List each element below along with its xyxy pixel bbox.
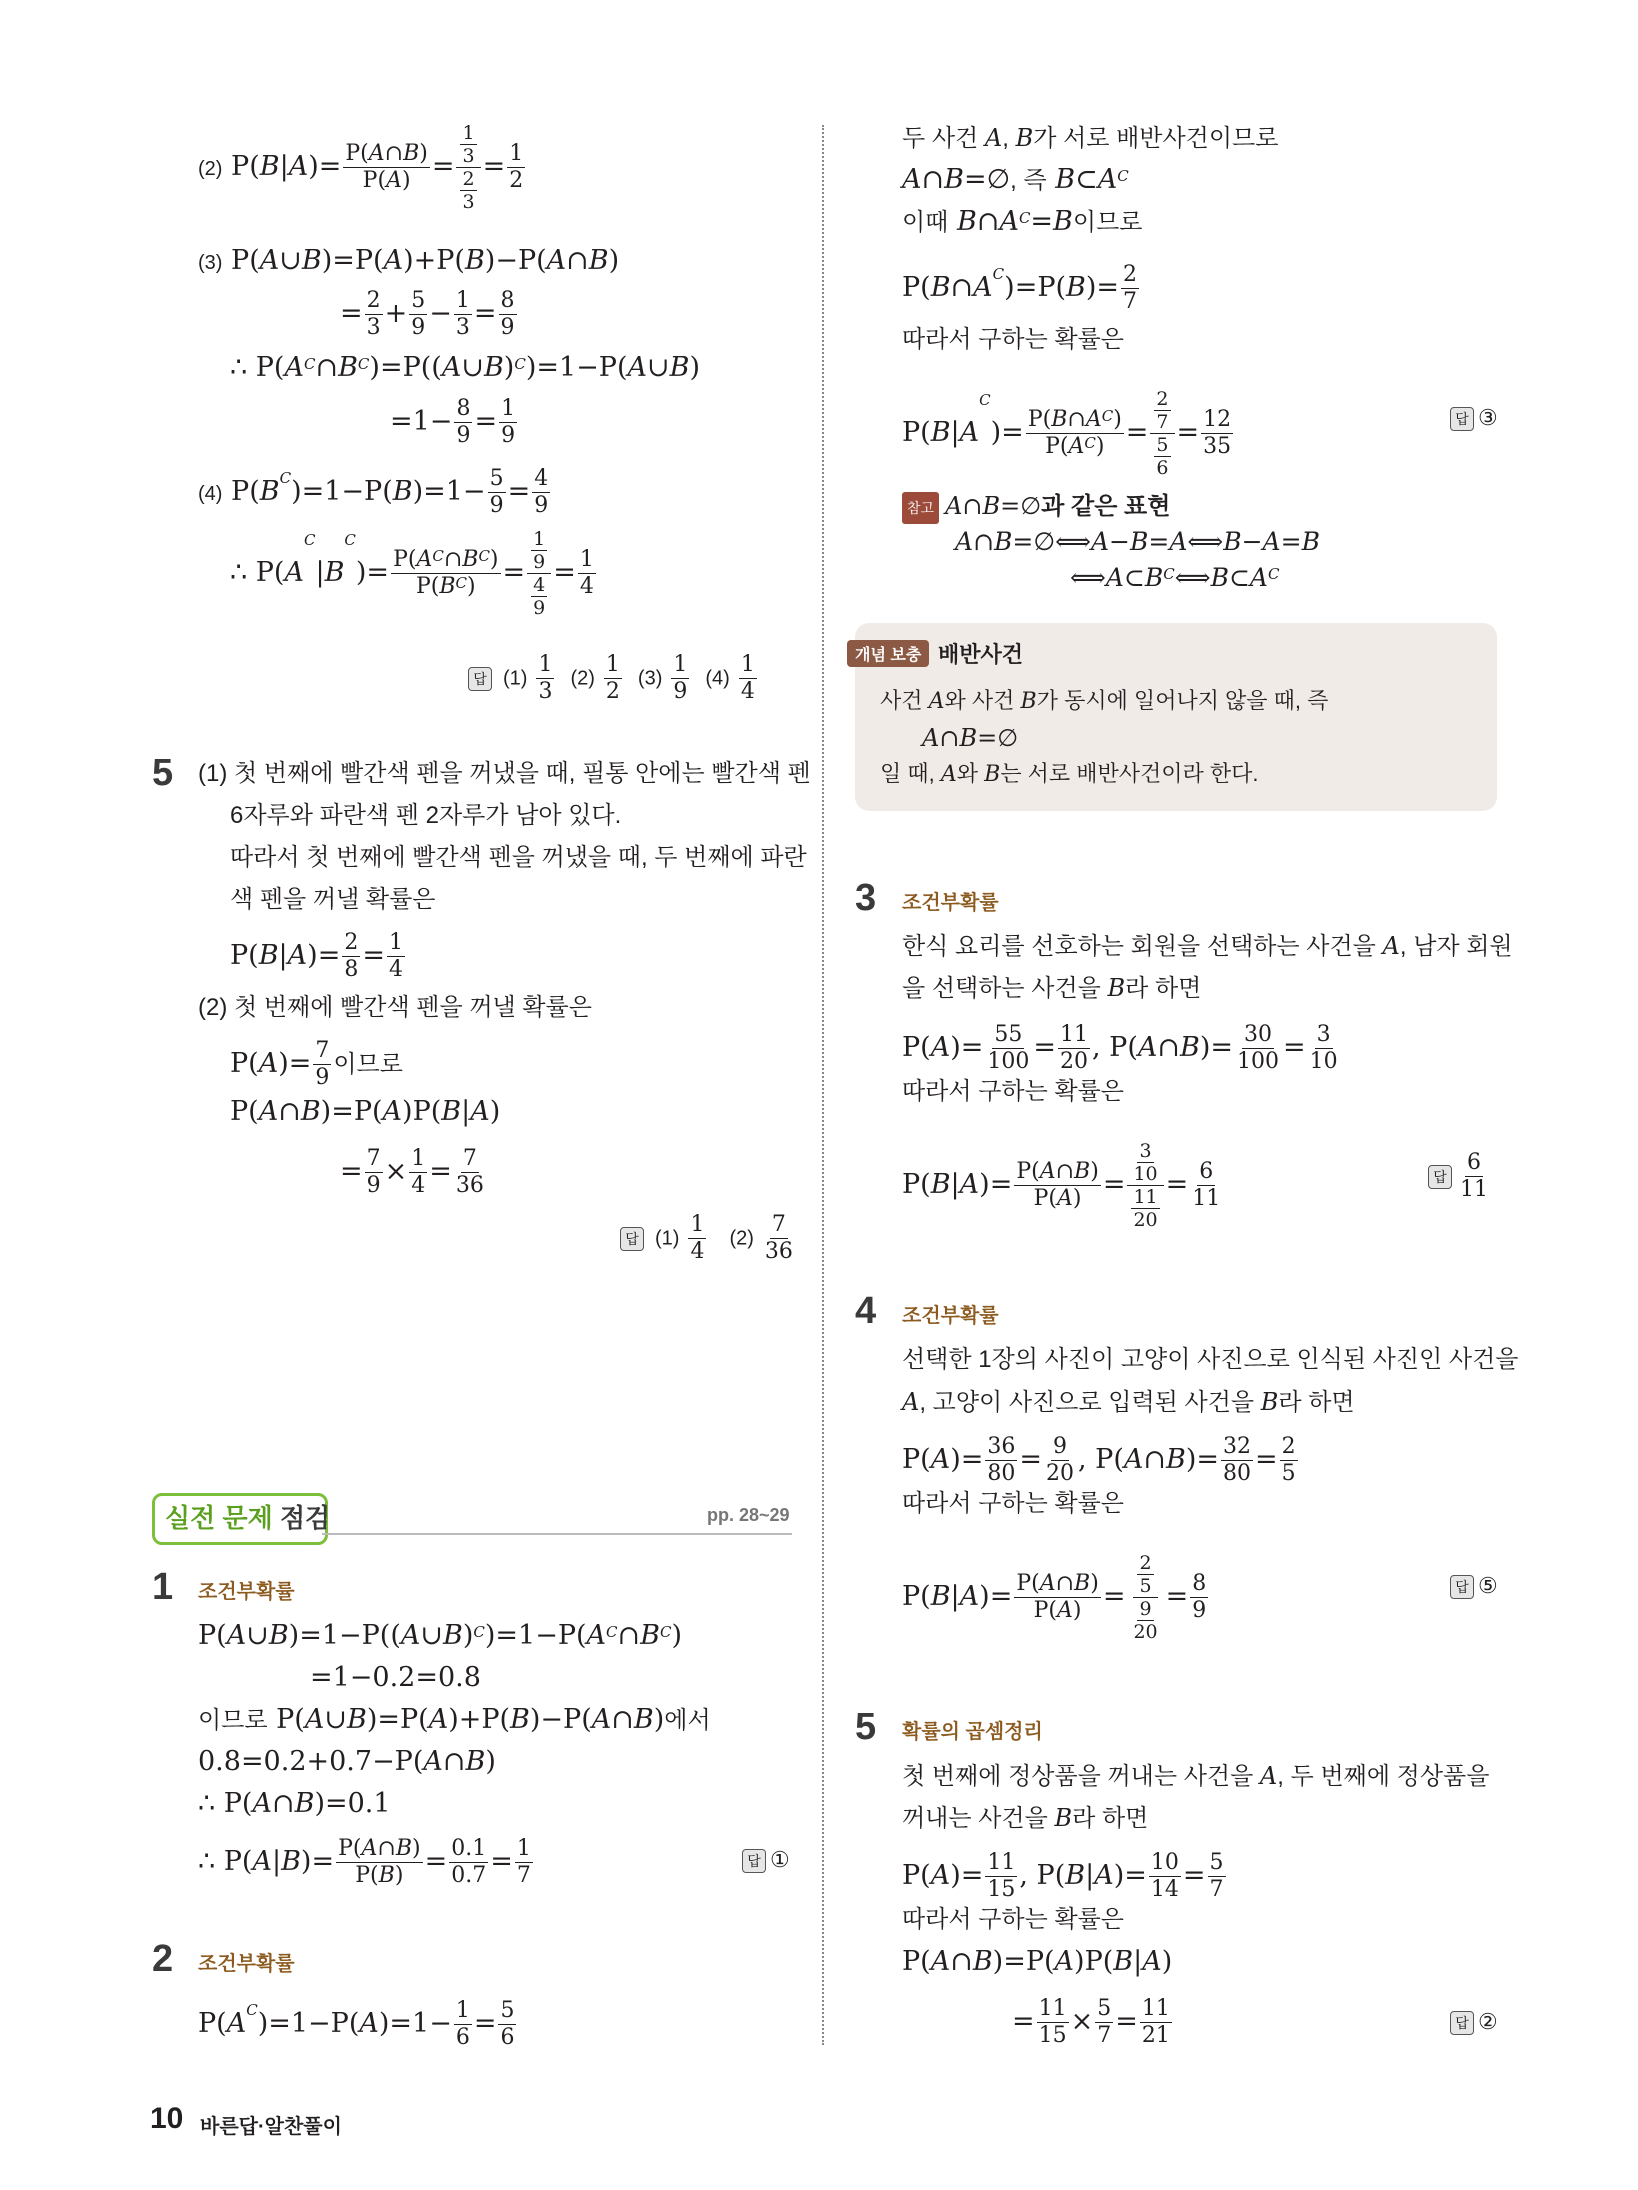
q5-text4: 색 펜을 꺼낼 확률은 (230, 886, 436, 913)
section-title: 실전 문제 점검 (165, 1503, 331, 1533)
q5r-text1: 첫 번째에 정상품을 꺼내는 사건을 A, 두 번째에 정상품을 (902, 1762, 1490, 1790)
column-divider (822, 125, 824, 2045)
answer-q1: 답 ① (742, 1848, 790, 1873)
q5-formula1: P(B|A)= $\frac{2}{8}$ = $\frac{1}{4}$ (230, 930, 403, 982)
solution-4-3-line4: =1− $\frac{8}{9}$ = $\frac{1}{9}$ (390, 396, 516, 448)
q1-line2: =1−0.2=0.8 (310, 1662, 481, 1693)
page-number: 10 (150, 2102, 184, 2135)
q5r-text2: 꺼내는 사건을 B라 하면 (902, 1804, 1149, 1832)
q4-text1: 선택한 1장의 사진이 고양이 사진으로 인식된 사진인 사건을 (902, 1346, 1519, 1373)
concept-line3: 일 때, A와 B는 서로 배반사건이라 한다. (880, 761, 1259, 787)
q3-formula1: P(A)= $\frac{55}{100}$ = $\frac{11}{20}$ , P(A∩B)= $\frac{30}{100}$ = $\frac{3}{10}$ (902, 1022, 1338, 1074)
q3-text2: 을 선택하는 사건을 B라 하면 (902, 974, 1202, 1002)
q3-tag: 조건부확률 (902, 892, 999, 914)
question-number-2: 2 (152, 1938, 174, 1980)
q1-line5: ∴ P(A∩B)=0.1 (198, 1788, 391, 1819)
question-number-1: 1 (152, 1566, 174, 1608)
q5r-formula2: P(A∩B)=P(A)P(B|A) (902, 1946, 1173, 1977)
ref-line3: $⟺A\subset B^C⟺B\subset A^C$ (1070, 563, 1280, 592)
q4-formula1: P(A)= $\frac{36}{80}$ = $\frac{9}{20}$ , P(A∩B)= $\frac{32}{80}$ = $\frac{2}{5}$ (902, 1434, 1296, 1486)
q5r-text3: 따라서 구하는 확률은 (902, 1906, 1124, 1933)
question-number-4: 4 (855, 1290, 877, 1332)
ref-line2: A∩B=∅⟺A−B=A⟺B−A=B (955, 527, 1320, 556)
section-rule (322, 1533, 792, 1535)
concept-title: 배반사건 (938, 642, 1024, 667)
answer-q3: 답 $\frac{6}{11}$ (1428, 1150, 1492, 1203)
solution-4-4-line1: (4) $P(B^C)=1-P(B)=1-$ $\frac{5}{9}$ = $\frac{4}{9}$ (198, 466, 549, 518)
solution-4-2: (2) P(B|A)= $\frac{P(A\cap B)}{P(A)}$ = $\frac{\frac{1}{3}}{\frac{2}{3}}$ = $\frac{1}{2}$ (198, 122, 524, 213)
concept-line1: 사건 A와 사건 B가 동시에 일어나지 않을 때, 즉 (880, 688, 1329, 714)
r-line1: 두 사건 A, B가 서로 배반사건이므로 (902, 124, 1279, 152)
answer-5: 답 (1) $\frac{1}{4}$ (2) $\frac{7}{36}$ (620, 1212, 797, 1265)
solution-4-3-line1: (3) P(A∪B)=P(A)+P(B)−P(A∩B) (198, 245, 620, 276)
question-number-5-right: 5 (855, 1706, 877, 1748)
r-line2: A∩B=∅, 즉 $B\subset A^C$ (902, 164, 1129, 195)
q3-formula2: P(B|A)= $\frac{P(A\cap B)}{P(A)}$ = $\frac{\frac{3}{10}}{\frac{11}{20}}$ = $\frac{6}{11}$ (902, 1140, 1221, 1231)
question-number-5: 5 (152, 752, 174, 794)
answer-4: 답 (1) $\frac{1}{3}$ (2) $\frac{1}{2}$ (3) $\frac{1}{9}$ (4) $\frac{1}{4}$ (468, 652, 759, 705)
r-line3: 이때 $B\cap A^C=B$이므로 (902, 206, 1143, 237)
q3-text1: 한식 요리를 선호하는 회원을 선택하는 사건을 A, 남자 회원 (902, 932, 1513, 960)
q1-line4: 0.8=0.2+0.7−P(A∩B) (198, 1746, 496, 1777)
q2-line1: $P(A^C)=1-P(A)=1-$ $\frac{1}{6}$ = $\frac{5}{6}$ (198, 1998, 515, 2050)
q5r-formula1: P(A)= $\frac{11}{15}$ , P(B|A)= $\frac{10}{14}$ = $\frac{5}{7}$ (902, 1850, 1224, 1902)
answer-q5r: 답 ② (1450, 2010, 1498, 2035)
q5-formula3: P(A∩B)=P(A)P(B|A) (230, 1096, 501, 1127)
q4-text2: A, 고양이 사진으로 입력된 사건을 B라 하면 (902, 1388, 1355, 1416)
q5-text3: 따라서 첫 번째에 빨간색 펜을 꺼냈을 때, 두 번째에 파란 (230, 844, 807, 871)
q1-line6: ∴ P(A|B)= $\frac{P(A\cap B)}{P(B)}$ = $\frac{0.1}{0.7}$ = $\frac{1}{7}$ (198, 1836, 531, 1888)
q5-text5: (2) 첫 번째에 빨간색 펜을 꺼낼 확률은 (198, 994, 592, 1021)
solution-4-4-line2: ∴ $P(A^C|B^C)=$ $\frac{P(A^C\cap B^C)}{P(B^C)}$ = $\frac{\frac{1}{9}}{\frac{4}{9}}$ = $\frac{1}{4}$ (230, 528, 594, 619)
q1-tag: 조건부확률 (198, 1581, 295, 1603)
q1-line3: 이므로 P(A∪B)=P(A)+P(B)−P(A∩B)에서 (198, 1704, 711, 1735)
q3-text3: 따라서 구하는 확률은 (902, 1078, 1124, 1105)
q5r-formula3: = $\frac{11}{15}$ × $\frac{5}{7}$ = $\frac{11}{21}$ (1012, 1996, 1170, 2048)
q5-formula2: P(A)= $\frac{7}{9}$ 이므로 (230, 1038, 403, 1090)
book-title: 바른답·알찬풀이 (200, 2116, 342, 2138)
q5r-tag: 확률의 곱셈정리 (902, 1721, 1043, 1743)
question-number-3: 3 (855, 877, 877, 919)
answer-prev-2: 답 ③ (1450, 406, 1498, 431)
r-line4: $P(B\cap A^C)=P(B)=$ $\frac{2}{7}$ (902, 262, 1138, 314)
ref-line1: 참고 A∩B=∅과 같은 표현 (902, 490, 1170, 524)
answer-q4: 답 ⑤ (1450, 1574, 1498, 1599)
q1-line1: $P(A\cup B)=1-P((A\cup B)^C)=1-P(A^C\cap B^C)$ (198, 1620, 683, 1651)
concept-line2: A∩B=∅ (922, 724, 1019, 752)
q2-tag: 조건부확률 (198, 1953, 295, 1975)
q5-formula4: = $\frac{7}{9}$ × $\frac{1}{4}$ = $\frac{7}{36}$ (340, 1146, 484, 1198)
q4-tag: 조건부확률 (902, 1305, 999, 1327)
solution-4-3-line3: ∴ $P(A^C\cap B^C)=P((A\cup B)^C)=1-P(A\cup B)$ (230, 352, 700, 383)
page-reference: pp. 28~29 (707, 1505, 790, 1525)
q5-text1: (1) 첫 번째에 빨간색 펜을 꺼냈을 때, 필통 안에는 빨간색 펜 (198, 760, 811, 787)
r-line6: $P(B|A^C)=$ $\frac{P(B\cap A^C)}{P(A^C)}$ = $\frac{\frac{2}{7}}{\frac{5}{6}}$ = $\frac{12}{35}$ (902, 388, 1232, 479)
q4-formula2: P(B|A)= $\frac{P(A\cap B)}{P(A)}$ = $\frac{\frac{2}{5}}{\frac{9}{20}}$ = $\frac{8}{9}$ (902, 1552, 1207, 1643)
concept-tag: 개념 보충 (847, 640, 929, 667)
q5-text2: 6자루와 파란색 펜 2자루가 남아 있다. (230, 802, 622, 829)
q4-text3: 따라서 구하는 확률은 (902, 1490, 1124, 1517)
solution-4-3-line2: = $\frac{2}{3}$ + $\frac{5}{9}$ − $\frac{1}{3}$ = $\frac{8}{9}$ (340, 288, 515, 340)
r-line5: 따라서 구하는 확률은 (902, 326, 1124, 353)
